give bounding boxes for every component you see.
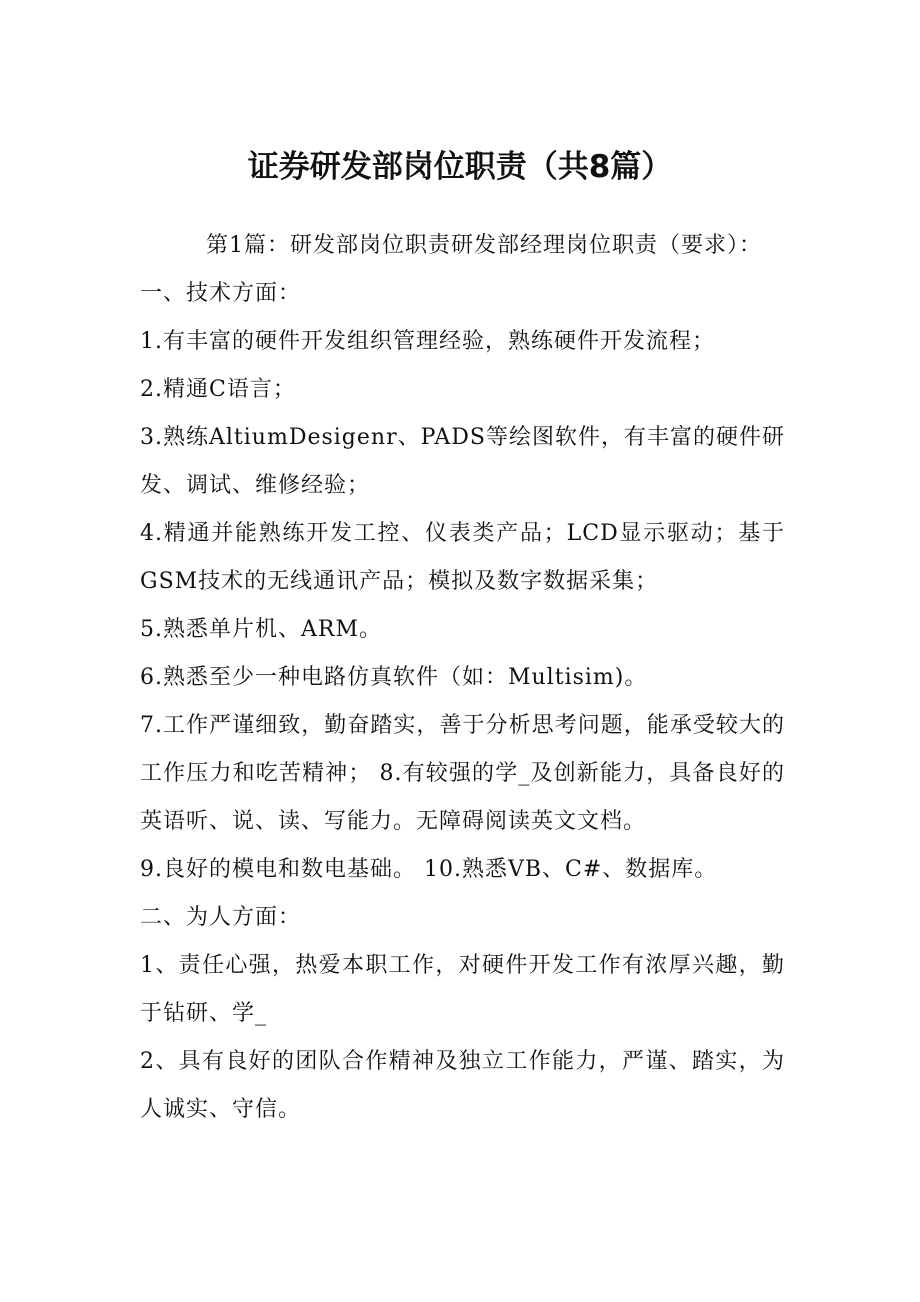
section-heading-technical: 一、技术方面：	[140, 281, 302, 306]
list-item: 2、具有良好的团队合作精神及独立工作能力，严谨、踏实，为人诚实、守信。	[140, 1049, 785, 1122]
list-item: 6.熟悉至少一种电路仿真软件（如：Multisim)。	[140, 665, 648, 690]
document-title: 证券研发部岗位职责（共8篇）	[247, 149, 673, 185]
list-item: 5.熟悉单片机、ARM。	[140, 617, 382, 642]
list-item: 2.精通C语言；	[140, 377, 296, 402]
list-item: 9.良好的模电和数电基础。 10.熟悉VB、C#、数据库。	[140, 857, 718, 882]
section-heading-personal: 二、为人方面：	[140, 905, 302, 930]
document-body	[140, 222, 785, 1134]
list-item: 1、责任心强，热爱本职工作，对硬件开发工作有浓厚兴趣，勤于钻研、学_	[140, 953, 785, 1026]
list-item: 1.有丰富的硬件开发组织管理经验，熟练硬件开发流程；	[140, 329, 715, 354]
list-item: 7.工作严谨细致，勤奋踏实，善于分析思考问题，能承受较大的工作压力和吃苦精神； 8.有较强的学_及创新能力，具备良好的英语听、说、读、写能力。无障碍阅读英文文档。	[140, 713, 785, 834]
list-item: 4.精通并能熟练开发工控、仪表类产品；LCD显示驱动；基于GSM技术的无线通讯产品；模拟及数字数据采集；	[140, 521, 785, 594]
section-intro-paragraph: 第1篇：研发部岗位职责研发部经理岗位职责（要求）：	[206, 233, 762, 258]
list-item: 3.熟练AltiumDesigenr、PADS等绘图软件，有丰富的硬件研发、调试、维修经验；	[140, 425, 785, 498]
